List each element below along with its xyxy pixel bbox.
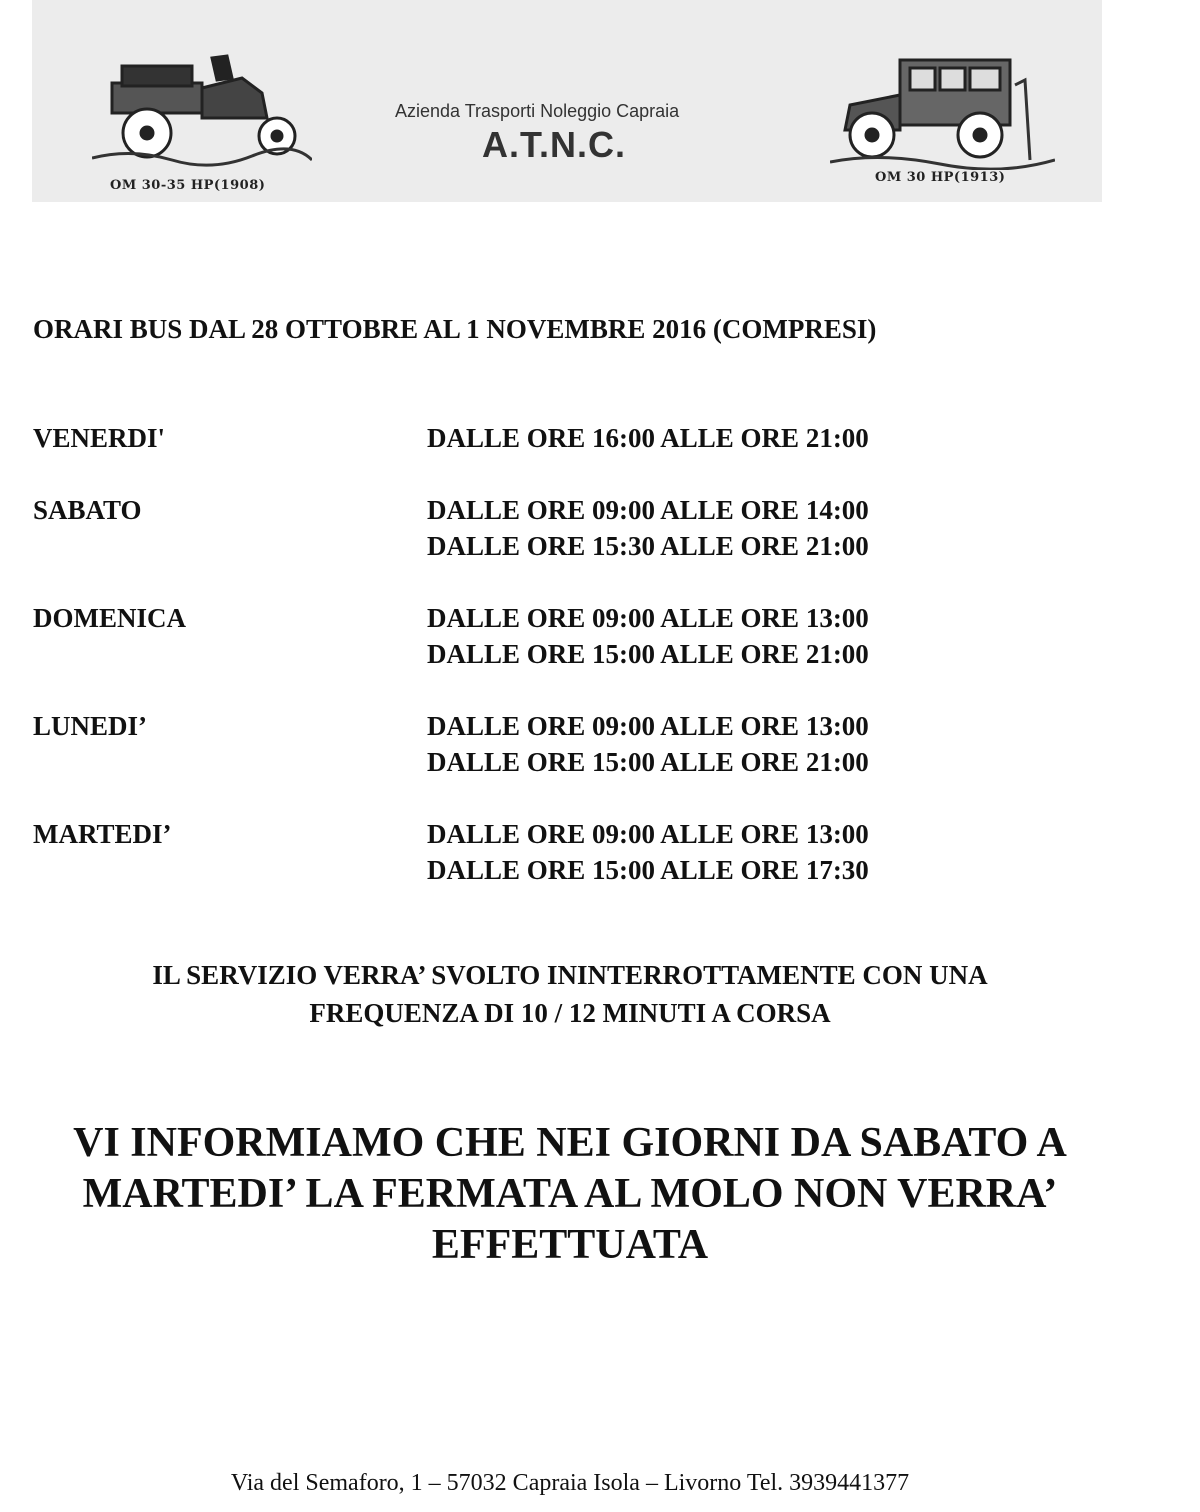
- schedule-row-lunedi: [33, 708, 1033, 780]
- schedule-title: ORARI BUS DAL 28 OTTOBRE AL 1 NOVEMBRE 2016 (COMPRESI): [33, 314, 877, 344]
- service-frequency-notice: [0, 956, 1140, 1032]
- notice-line: FREQUENZA DI 10 / 12 MINUTI A CORSA: [309, 998, 831, 1028]
- day-label: DOMENICA: [33, 603, 186, 633]
- time-range: DALLE ORE 15:30 ALLE ORE 21:00: [427, 531, 869, 561]
- stop-closure-warning: [0, 1118, 1140, 1271]
- schedule-row-martedi: [33, 816, 1033, 888]
- time-range: DALLE ORE 15:00 ALLE ORE 21:00: [427, 747, 869, 777]
- time-range: DALLE ORE 15:00 ALLE ORE 17:30: [427, 855, 869, 885]
- warning-line: MARTEDI’ LA FERMATA AL MOLO NON VERRA’: [82, 1171, 1058, 1217]
- time-range: DALLE ORE 09:00 ALLE ORE 13:00: [427, 711, 869, 741]
- day-label: VENERDI': [33, 423, 166, 453]
- day-label: LUNEDI’: [33, 711, 148, 741]
- schedule-table: [33, 420, 1033, 924]
- company-code: A.T.N.C.: [482, 124, 627, 165]
- vintage-truck-icon: [92, 48, 312, 168]
- time-range: DALLE ORE 15:00 ALLE ORE 21:00: [427, 639, 869, 669]
- schedule-row-domenica: [33, 600, 1033, 672]
- left-vehicle-caption: OM 30-35 HP(1908): [110, 178, 266, 193]
- company-name: Azienda Trasporti Noleggio Capraia: [395, 101, 680, 121]
- warning-line: VI INFORMIAMO CHE NEI GIORNI DA SABATO A: [73, 1120, 1067, 1166]
- day-label: MARTEDI’: [33, 819, 172, 849]
- warning-line: EFFETTUATA: [431, 1222, 709, 1268]
- time-range: DALLE ORE 09:00 ALLE ORE 13:00: [427, 819, 869, 849]
- time-range: DALLE ORE 09:00 ALLE ORE 14:00: [427, 495, 869, 525]
- time-range: DALLE ORE 09:00 ALLE ORE 13:00: [427, 603, 869, 633]
- right-vehicle-caption: OM 30 HP(1913): [875, 170, 1006, 185]
- notice-line: IL SERVIZIO VERRA’ SVOLTO ININTERROTTAMENTE CON UNA: [152, 960, 988, 990]
- schedule-row-venerdi: [33, 420, 1033, 456]
- day-label: SABATO: [33, 495, 142, 525]
- schedule-row-sabato: [33, 492, 1033, 564]
- contact-footer: Via del Semaforo, 1 – 57032 Capraia Isola – Livorno Tel. 3939441377: [230, 1470, 910, 1496]
- time-range: DALLE ORE 16:00 ALLE ORE 21:00: [427, 423, 869, 453]
- vintage-bus-icon: [830, 40, 1055, 170]
